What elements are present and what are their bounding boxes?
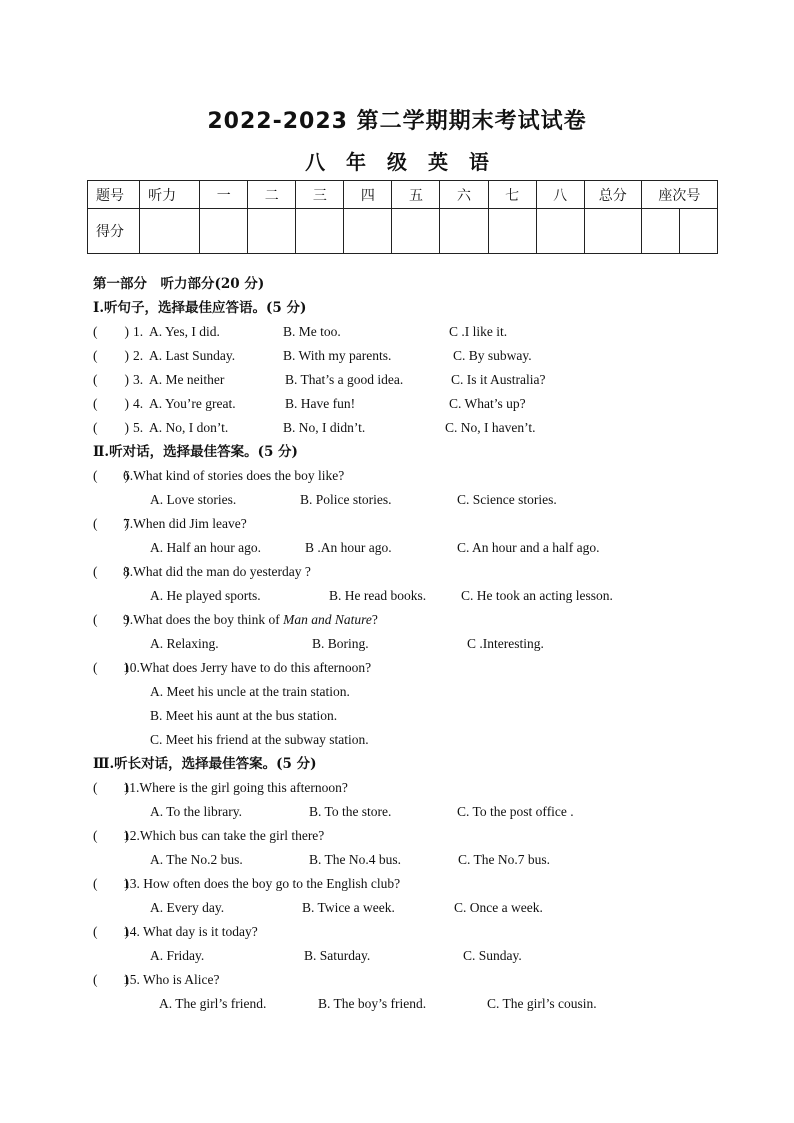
option-c: C. Once a week. [454, 900, 543, 915]
question-item [93, 416, 733, 440]
answer-blank: ( ) [93, 324, 129, 339]
table-cell: 八 [536, 181, 584, 209]
answer-blank: ( ) [93, 564, 129, 579]
option-c: C. Science stories. [457, 492, 557, 507]
answer-blank: ( ) [93, 876, 129, 891]
option-a: A. Yes, I did. [149, 324, 220, 339]
question-number: 3. [133, 372, 144, 387]
option-a: A. To the library. [150, 804, 243, 819]
option-c: C .Interesting. [467, 636, 544, 651]
option-a: A. The girl’s friend. [159, 996, 267, 1011]
table-cell: 五 [392, 181, 440, 209]
table-cell: 七 [488, 181, 536, 209]
option-a: A. Meet his uncle at the train station. [150, 684, 350, 699]
score-blank [392, 209, 440, 254]
section-title: Ⅲ.听长对话，选择最佳答案。(5 分) [93, 756, 317, 772]
question-number: 1. [133, 324, 144, 339]
option-a: A. Me neither [149, 372, 225, 387]
option-b: B. The boy’s friend. [318, 996, 427, 1011]
option-b: B. Police stories. [300, 492, 392, 507]
option-c: C .I like it. [449, 324, 508, 339]
question-text: 14. What day is it today? [123, 924, 258, 939]
option-c: C. He took an acting lesson. [461, 588, 613, 603]
option-b: B. Saturday. [304, 948, 371, 963]
options-row [93, 800, 733, 824]
options-row [93, 488, 733, 512]
question-item [93, 656, 733, 680]
question-item [93, 368, 733, 392]
answer-blank: ( ) [93, 972, 129, 987]
question-text: 8.What did the man do yesterday ? [123, 564, 311, 579]
option-a: A. He played sports. [150, 588, 261, 603]
option-c: C. The No.7 bus. [458, 852, 551, 867]
table-cell: 四 [344, 181, 392, 209]
score-blank [584, 209, 641, 254]
score-blank [296, 209, 344, 254]
question-text: 13. How often does the boy go to the English club? [123, 876, 401, 891]
answer-blank: ( ) [93, 516, 129, 531]
option-b: B. To the store. [309, 804, 392, 819]
options-row [93, 704, 733, 728]
score-blank [679, 209, 717, 254]
option-a: A. Every day. [150, 900, 225, 915]
option-a: A. Last Sunday. [149, 348, 236, 363]
option-c: C. No, I haven’t. [445, 420, 536, 435]
table-cell: 座次号 [641, 181, 717, 209]
table-cell: 六 [440, 181, 488, 209]
section-title: I.听句子，选择最佳应答语。(5 分) [93, 300, 307, 316]
question-item [93, 968, 733, 992]
question-text: 11.Where is the girl going this afternoon? [123, 780, 348, 795]
option-b: B. Me too. [283, 324, 341, 339]
options-row [93, 896, 733, 920]
exam-title: 2022-2023 第二学期期末考试试卷 [207, 109, 587, 134]
option-c: C. Is it Australia? [451, 372, 546, 387]
score-blank [248, 209, 296, 254]
options-row [93, 848, 733, 872]
question-item [93, 872, 733, 896]
exam-content [93, 272, 733, 1016]
answer-blank: ( ) [93, 396, 129, 411]
option-a: A. You’re great. [149, 396, 236, 411]
option-b: B. No, I didn’t. [283, 420, 366, 435]
question-text: 6.What kind of stories does the boy like? [123, 468, 345, 483]
option-b: B. Twice a week. [302, 900, 395, 915]
score-table-header-row [88, 181, 718, 209]
option-a: A. The No.2 bus. [150, 852, 243, 867]
table-cell: 题号 [88, 181, 140, 209]
option-c: C. Sunday. [463, 948, 522, 963]
question-text: 7.When did Jim leave? [123, 516, 247, 531]
score-blank [641, 209, 679, 254]
option-b: B. He read books. [329, 588, 427, 603]
question-number: 4. [133, 396, 144, 411]
question-item [93, 464, 733, 488]
answer-blank: ( ) [93, 612, 129, 627]
score-blank [140, 209, 200, 254]
exam-subtitle: 八 年 级 英 语 [305, 150, 489, 174]
option-b: B. The No.4 bus. [309, 852, 402, 867]
option-a: A. Relaxing. [150, 636, 219, 651]
option-b: B .An hour ago. [305, 540, 392, 555]
question-item [93, 320, 733, 344]
question-text: 12.Which bus can take the girl there? [123, 828, 325, 843]
option-b: B. With my parents. [283, 348, 392, 363]
option-a: A. Half an hour ago. [150, 540, 261, 555]
option-c: C. To the post office . [457, 804, 574, 819]
question-item [93, 344, 733, 368]
option-c: C. By subway. [453, 348, 532, 363]
option-a: A. Love stories. [150, 492, 237, 507]
answer-blank: ( ) [93, 420, 129, 435]
option-c: C. An hour and a half ago. [457, 540, 600, 555]
answer-blank: ( ) [93, 660, 129, 675]
question-item [93, 776, 733, 800]
question-item [93, 392, 733, 416]
options-row [93, 992, 733, 1016]
answer-blank: ( ) [93, 348, 129, 363]
option-c: C. The girl’s cousin. [487, 996, 597, 1011]
options-row [93, 728, 733, 752]
score-blank [344, 209, 392, 254]
answer-blank: ( ) [93, 828, 129, 843]
table-cell: 三 [296, 181, 344, 209]
table-cell: 听力 [140, 181, 200, 209]
question-text [123, 608, 378, 632]
table-cell: 二 [248, 181, 296, 209]
section-title: Ⅱ.听对话，选择最佳答案。(5 分) [93, 444, 298, 460]
question-item [93, 560, 733, 584]
question-number: 2. [133, 348, 144, 363]
answer-blank: ( ) [93, 372, 129, 387]
book-title: Man and Nature [283, 612, 372, 627]
score-blank [440, 209, 488, 254]
question-text: 15. Who is Alice? [123, 972, 220, 987]
question-text-post: ? [371, 612, 378, 627]
option-b: B. Meet his aunt at the bus station. [150, 708, 338, 723]
answer-blank: ( ) [93, 468, 129, 483]
question-text: 10.What does Jerry have to do this afternoon? [123, 660, 372, 675]
table-cell: 总分 [584, 181, 641, 209]
question-item [93, 608, 733, 632]
score-blank [488, 209, 536, 254]
answer-blank: ( ) [93, 780, 129, 795]
score-blank [536, 209, 584, 254]
part-title: 第一部分 听力部分(20 分) [93, 276, 265, 292]
question-number: 5. [133, 420, 144, 435]
question-item [93, 824, 733, 848]
options-row [93, 584, 733, 608]
options-row [93, 536, 733, 560]
option-b: B. Boring. [312, 636, 369, 651]
options-row [93, 632, 733, 656]
score-table [87, 180, 718, 254]
question-item [93, 512, 733, 536]
option-b: B. That’s a good idea. [285, 372, 404, 387]
option-a: A. No, I don’t. [149, 420, 229, 435]
option-c: C. What’s up? [449, 396, 526, 411]
answer-blank: ( ) [93, 924, 129, 939]
score-blank [200, 209, 248, 254]
question-item [93, 920, 733, 944]
option-c: C. Meet his friend at the subway station. [150, 732, 369, 747]
table-cell: 得分 [88, 209, 140, 254]
options-row [93, 680, 733, 704]
table-cell: 一 [200, 181, 248, 209]
score-table-score-row [88, 209, 718, 254]
option-a: A. Friday. [150, 948, 205, 963]
option-b: B. Have fun! [285, 396, 356, 411]
options-row [93, 944, 733, 968]
question-text-pre: 9.What does the boy think of [123, 612, 284, 627]
